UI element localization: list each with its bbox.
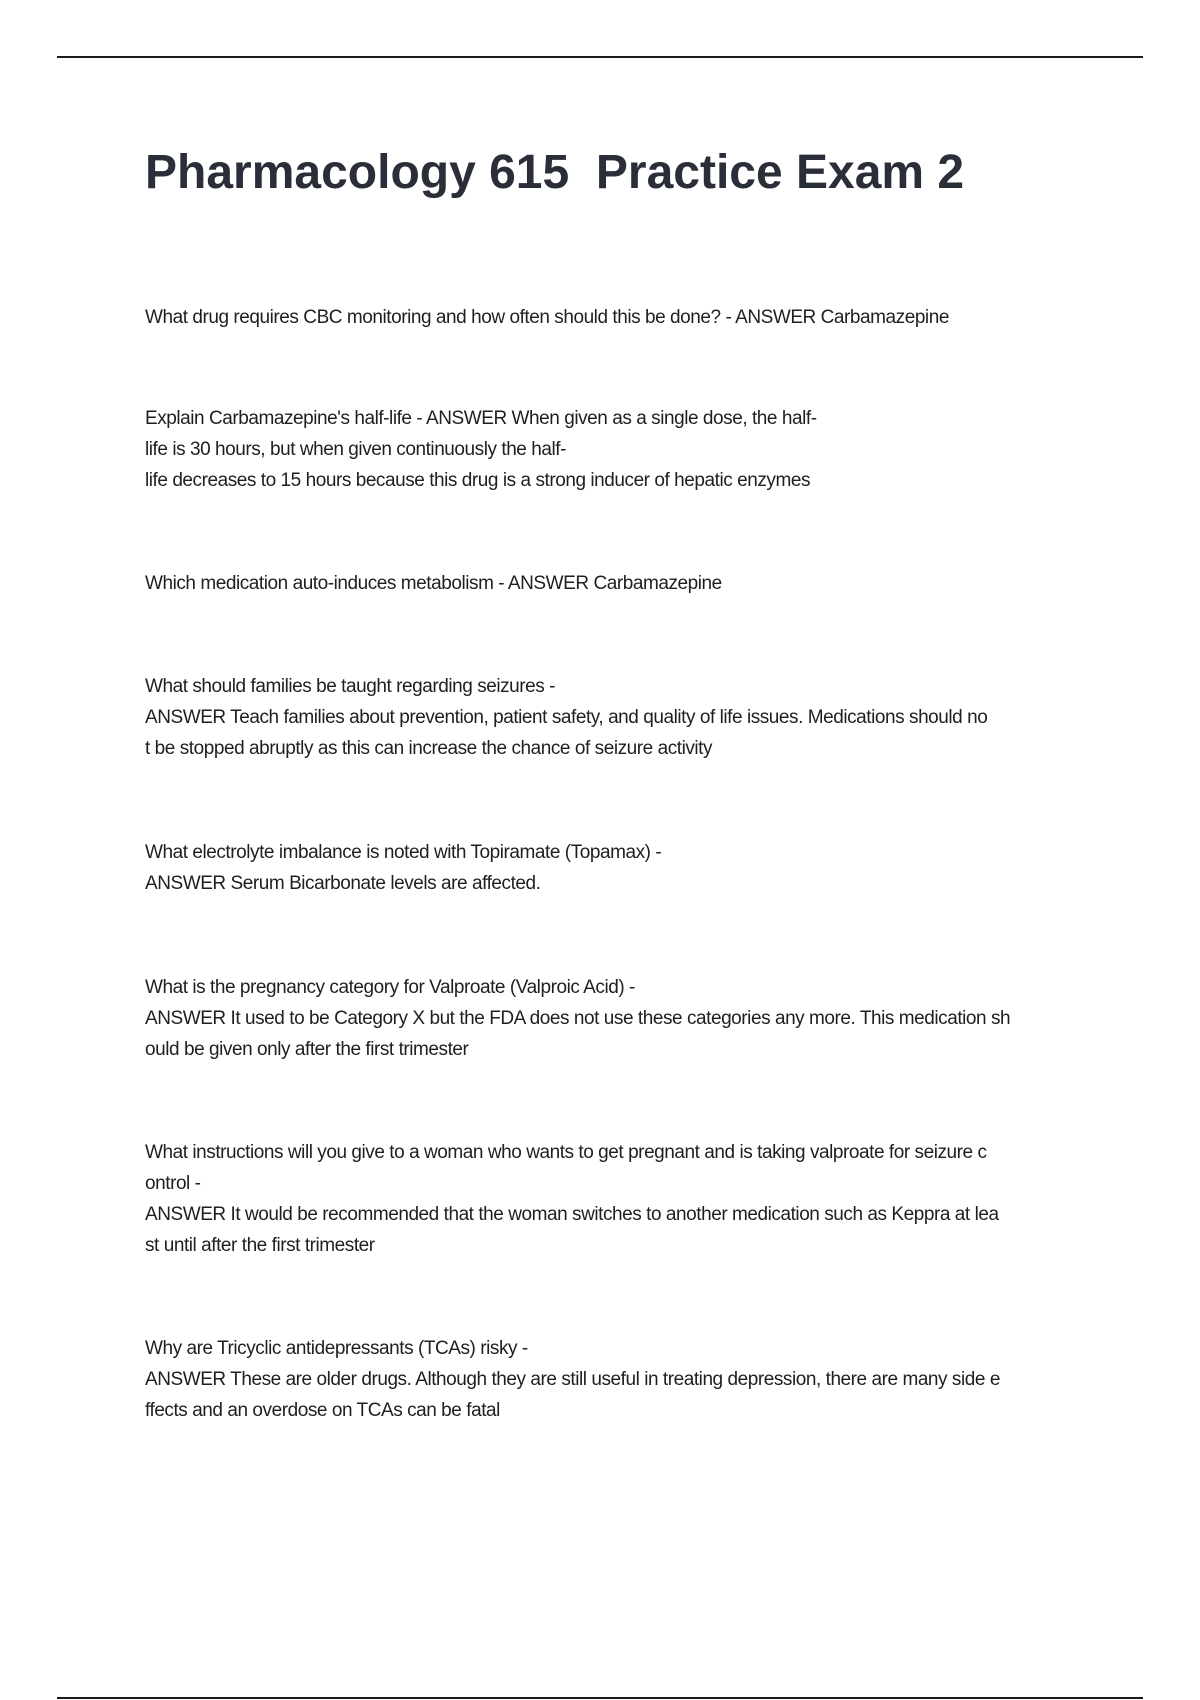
qa-item-1: What drug requires CBC monitoring and how often should this be done? - ANSWER Carbamazepine [145,307,949,328]
qa-item-2: Explain Carbamazepine's half-life - ANSWER When given as a single dose, the half- life is 30 hours, but when given continuously the half- life decreases to 15 hours because this drug is a strong inducer of hepatic enzymes [145,408,817,491]
qa-item-7: What instructions will you give to a woman who wants to get pregnant and is taking valproate for seizure c ontrol - ANSWER It would be recommended that the woman switches to another medication such as Keppra at lea st until after the first trimester [145,1142,999,1256]
qa-item-5: What electrolyte imbalance is noted with Topiramate (Topamax) - ANSWER Serum Bicarbonate levels are affected. [145,842,662,894]
header-rule [57,56,1143,58]
qa-item-4: What should families be taught regarding seizures - ANSWER Teach families about prevention, patient safety, and quality of life issues. Medications should no t be stopped abruptly as this can increase the chance of seizure activity [145,676,988,759]
document-title: Pharmacology 615 Practice Exam 2 [145,146,965,199]
qa-item-3: Which medication auto-induces metabolism - ANSWER Carbamazepine [145,573,722,594]
qa-item-6: What is the pregnancy category for Valproate (Valproic Acid) - ANSWER It used to be Category X but the FDA does not use these categories any more. This medication sh ould be given only after the first trimester [145,977,1011,1060]
footer-rule [57,1697,1143,1699]
qa-item-8: Why are Tricyclic antidepressants (TCAs) risky - ANSWER These are older drugs. Although they are still useful in treating depression, there are many side e ffects and an overdose on TCAs can be fatal [145,1338,1000,1421]
